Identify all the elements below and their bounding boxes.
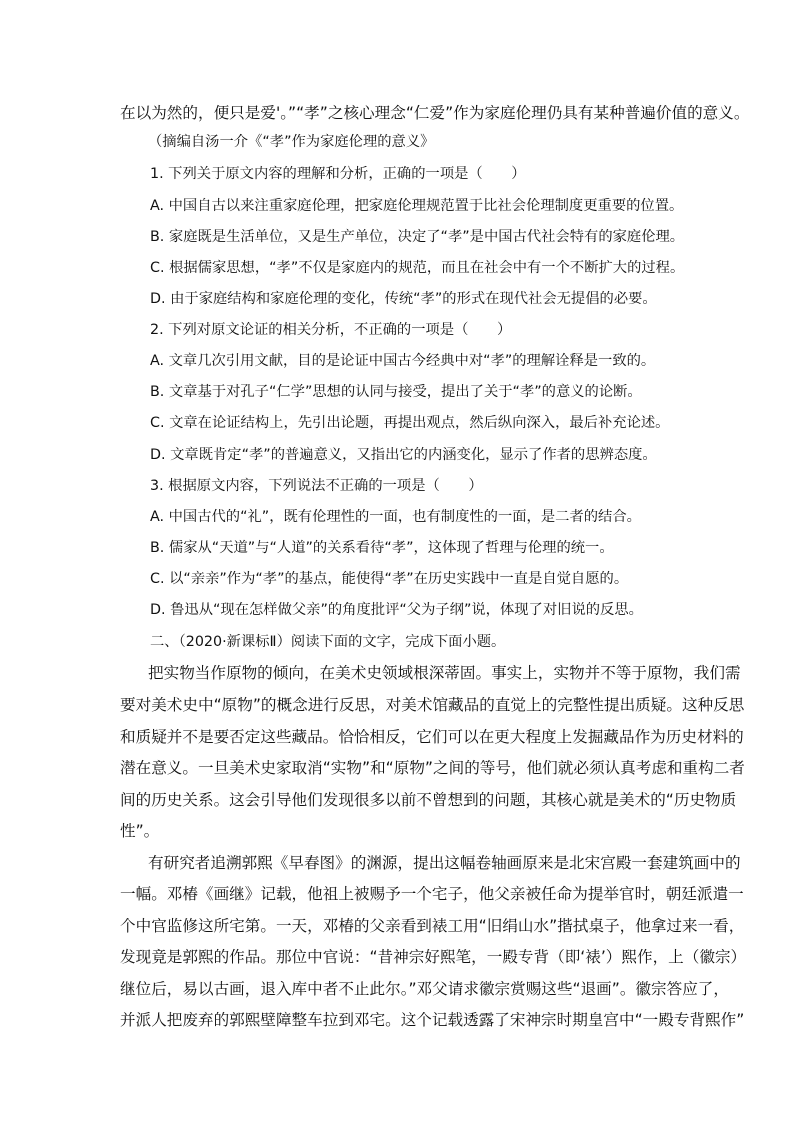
text-line: 间的历史关系。这会引导他们发现很多以前不曾想到的问题，其核心就是美术的“历史物质 <box>120 791 737 809</box>
option-1c: C. 根据儒家思想，“孝”不仅是家庭内的规范，而且在社会中有一个不断扩大的过程。 <box>150 260 685 276</box>
text-line: 要对美术史中“原物”的概念进行反思，对美术馆藏品的直觉上的完整性提出质疑。这种反思 <box>120 696 745 714</box>
option-2a: A. 文章几次引用文献，目的是论证中国古今经典中对“孝”的理解诠释是一致的。 <box>150 353 656 369</box>
section-heading: 二、（2020·新课标Ⅱ）阅读下面的文字，完成下面小题。 <box>150 634 506 650</box>
source-citation: （摘编自汤一介《“孝”作为家庭伦理的意义》 <box>148 134 435 150</box>
text-line: 发现竟是郭熙的作品。那位中官说：“昔神宗好熙笔，一殿专背（即‘裱’）熙作，上（徽宗） <box>120 948 747 966</box>
option-3a: A. 中国古代的“礼”，既有伦理性的一面，也有制度性的一面，是二者的结合。 <box>150 509 641 525</box>
text-line: 并派人把废弃的郭熙壁障整车拉到邓宅。这个记载透露了宋神宗时期皇宫中“一殿专背熙作” <box>120 1011 745 1029</box>
text-line: 把实物当作原物的倾向，在美术史领域根深蒂固。事实上，实物并不等于原物，我们需 <box>148 664 741 682</box>
option-3b: B. 儒家从“天道”与“人道”的关系看待“孝”，这体现了哲理与伦理的统一。 <box>150 540 614 556</box>
option-2c: C. 文章在论证结构上，先引出论题，再提出观点，然后纵向深入，最后补充论述。 <box>150 415 670 431</box>
option-3c: C. 以“亲亲”作为“孝”的基点，能使得“孝”在历史实践中一直是自觉自愿的。 <box>150 571 629 587</box>
text-line: 有研究者追溯郭熙《早春图》的渊源，提出这幅卷轴画原来是北宋宫殿一套建筑画中的 <box>148 854 741 872</box>
option-3d: D. 鲁迅从“现在怎样做父亲”的角度批评“父为子纲”说，体现了对旧说的反思。 <box>150 602 643 618</box>
text-line: 在以为然的，便只是爱'。”“孝”之核心理念“仁爱”作为家庭伦理仍具有某种普遍价值的意义。 <box>120 104 750 122</box>
text-line: 继位后，易以古画，退入库中者不止此尔。”邓父请求徽宗赏赐这些“退画”。徽宗答应了， <box>120 980 729 998</box>
option-1a: A. 中国自古以来注重家庭伦理，把家庭伦理规范置于比社会伦理制度更重要的位置。 <box>150 198 684 214</box>
text-line: 和质疑并不是要否定这些藏品。恰恰相反，它们可以在更大程度上发掘藏品作为历史材料的 <box>120 728 744 746</box>
option-2b: B. 文章基于对孔子“仁学”思想的认同与接受，提出了关于“孝”的意义的论断。 <box>150 384 642 400</box>
text-line: 性”。 <box>120 822 160 840</box>
option-1d: D. 由于家庭结构和家庭伦理的变化，传统“孝”的形式在现代社会无提倡的必要。 <box>150 291 657 307</box>
question-1: 1. 下列关于原文内容的理解和分析，正确的一项是（ ） <box>150 166 526 182</box>
option-2d: D. 文章既肯定“孝”的普遍意义，又指出它的内涵变化，显示了作者的思辨态度。 <box>150 447 657 463</box>
option-1b: B. 家庭既是生活单位，又是生产单位，决定了“孝”是中国古代社会特有的家庭伦理。 <box>150 229 685 245</box>
text-line: 潜在意义。一旦美术史家取消“实物”和“原物”之间的等号，他们就必须认真考虑和重构二者 <box>120 759 745 777</box>
question-2: 2. 下列对原文论证的相关分析，不正确的一项是（ ） <box>150 322 512 338</box>
text-line: 一幅。邓椿《画继》记载，他祖上被赐予一个宅子，他父亲被任命为提举官时，朝廷派遣一 <box>120 885 744 903</box>
question-3: 3. 根据原文内容，下列说法不正确的一项是（ ） <box>150 478 483 494</box>
text-line: 个中官监修这所宅第。一天，邓椿的父亲看到裱工用“旧绢山水”揩拭桌子，他拿过来一看， <box>120 917 745 935</box>
